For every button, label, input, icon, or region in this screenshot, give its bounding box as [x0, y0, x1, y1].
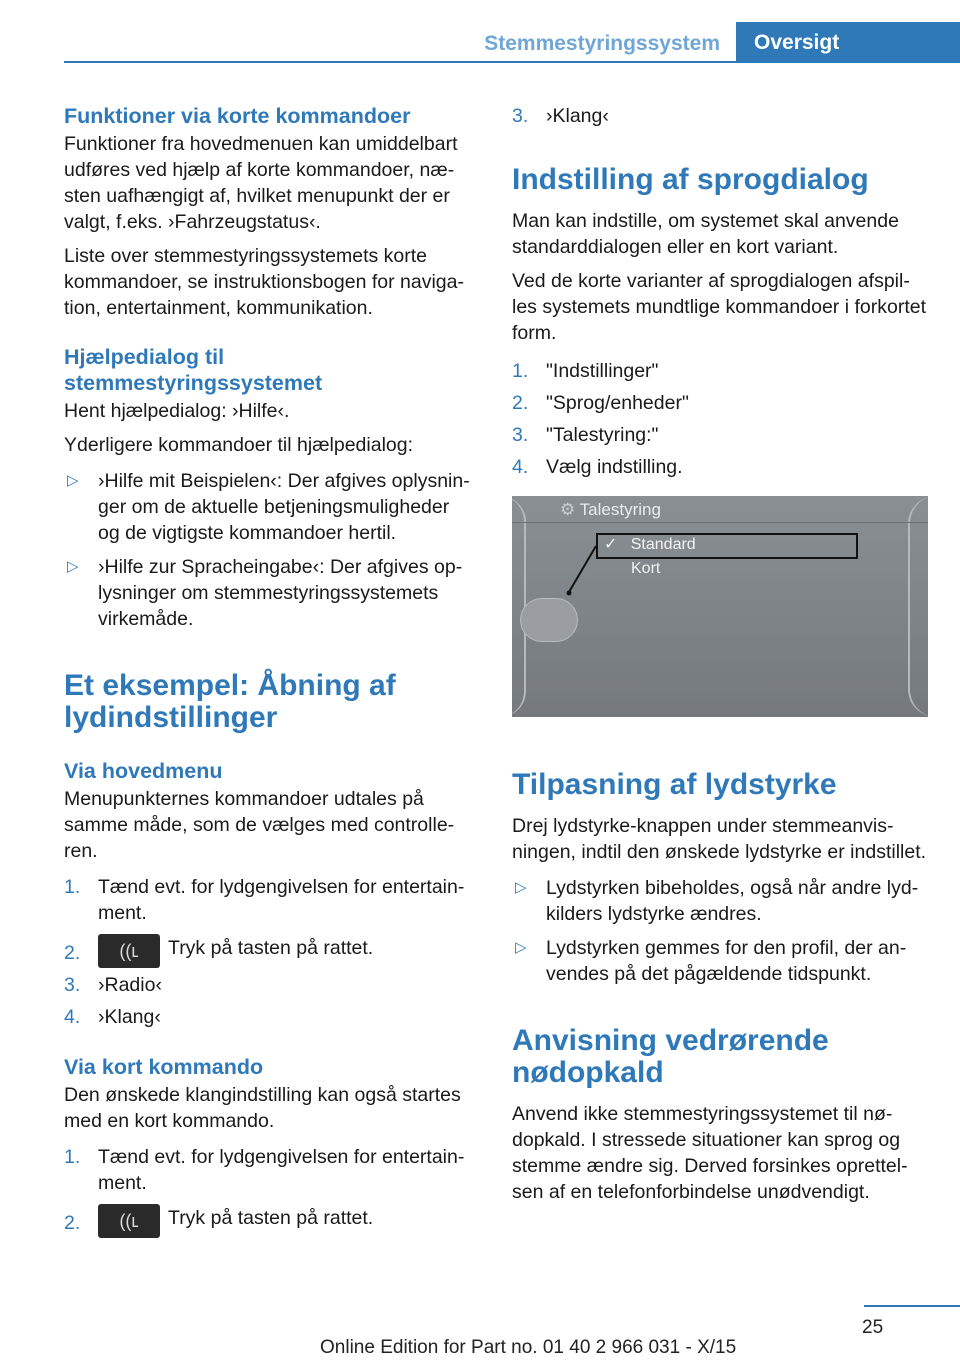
heading-korte-kommandoer: Funktioner via korte kommandoer — [64, 104, 411, 128]
triangle-bullet-icon: ▷ — [515, 879, 527, 896]
heading-eksempel: Et eksempel: Åbning af lydindstillinger — [64, 669, 396, 734]
list-item — [512, 935, 928, 987]
step-text: Tænd evt. for lydgengivelsen for entertainment. — [98, 1146, 465, 1194]
list-item — [64, 468, 476, 546]
step-number: 2. — [512, 392, 529, 414]
triangle-bullet-icon: ▷ — [67, 558, 79, 575]
bullet-list — [512, 875, 928, 987]
list-item — [64, 1144, 476, 1196]
list-item — [512, 422, 928, 448]
list-item — [64, 1004, 476, 1030]
step-number: 1. — [64, 876, 81, 898]
triangle-bullet-icon: ▷ — [515, 939, 527, 956]
step-number: 2. — [64, 942, 81, 964]
heading-lydstyrke: Tilpasning af lydstyrke — [512, 768, 837, 801]
step-number: 4. — [64, 1006, 81, 1028]
list-item — [512, 454, 928, 480]
bullet-list — [64, 468, 476, 632]
checkmark-icon: ✓ — [604, 536, 618, 553]
step-number: 4. — [512, 456, 529, 478]
right-column — [512, 103, 928, 1205]
step-text: "Sprog/enheder" — [546, 392, 689, 414]
list-item — [64, 554, 476, 632]
step-number: 3. — [64, 974, 81, 996]
heading-sprogdialog: Indstilling af sprogdialog — [512, 163, 869, 196]
step-text: "Indstillinger" — [546, 360, 659, 382]
page-number: 25 — [862, 1317, 884, 1338]
paragraph: Drej lydstyrke-knappen under stemmeanvisningen, indtil den ønskede lydstyrke er indstillet. — [512, 815, 927, 863]
screen-title-text: Talestyring — [579, 500, 661, 519]
step-text: Vælg indstilling. — [546, 456, 683, 478]
step-number: 1. — [64, 1146, 81, 1168]
paragraph: Den ønskede klangindstilling kan også startes med en kort kommando. — [64, 1084, 461, 1132]
list-item — [64, 934, 476, 968]
step-text: Tryk på tasten på rattet. — [168, 937, 374, 959]
step-text: Tænd evt. for lydgengivelsen for entertainment. — [98, 876, 465, 924]
footer-rule — [864, 1305, 960, 1307]
numbered-list — [512, 358, 928, 480]
paragraph: Yderligere kommandoer til hjælpedialog: — [64, 434, 414, 456]
paragraph: Hent hjælpedialog: ›Hilfe‹. — [64, 400, 290, 422]
settings-gear-icon: ⚙ — [560, 500, 576, 519]
numbered-list — [64, 874, 476, 1030]
running-header-section: Stemmestyringssystem — [484, 32, 720, 55]
edition-footer: Online Edition for Part no. 01 40 2 966 031 - X/15 — [320, 1337, 737, 1358]
idrive-screen-photo — [512, 496, 928, 717]
heading-noedopkald: Anvisning vedrørende nødopkald — [512, 1024, 829, 1089]
list-item — [512, 390, 928, 416]
list-item — [512, 103, 928, 129]
paragraph: Man kan indstille, om systemet skal anvende standarddialogen eller en kort variant. — [512, 210, 899, 258]
list-item-text: ›Hilfe zur Spracheingabe‹: Der afgives oplysninger om stemmestyringssystemets virkemåde. — [98, 556, 463, 630]
screen-pointer-line — [512, 496, 928, 717]
list-item — [64, 874, 476, 926]
voice-button-icon: ((ʟ — [98, 1204, 160, 1238]
heading-hjaelpedialog: Hjælpedialog til stemmestyringssystemet — [64, 345, 323, 395]
step-text: ›Radio‹ — [98, 974, 162, 996]
step-text: ›Klang‹ — [546, 105, 609, 127]
list-item — [64, 1204, 476, 1238]
running-header-tab: Oversigt — [736, 22, 960, 63]
paragraph: Ved de korte varianter af sprogdialogen afspilles systemets mundtlige kommandoer i forkortet form. — [512, 270, 926, 344]
screen-option-kort: Kort — [631, 560, 661, 577]
step-number: 1. — [512, 360, 529, 382]
triangle-bullet-icon: ▷ — [67, 472, 79, 489]
step-text: Tryk på tasten på rattet. — [168, 1207, 374, 1229]
paragraph: Funktioner fra hovedmenuen kan umiddelbart udføres ved hjælp af korte kommandoer, næsten uafhængigt af, hvilket menupunkt der er valgt, f.eks. ›Fahrzeugstatus‹. — [64, 133, 458, 233]
heading-via-hovedmenu: Via hovedmenu — [64, 759, 223, 783]
list-item — [512, 358, 928, 384]
paragraph: Liste over stemmestyringssystemets korte kommandoer, se instruktionsbogen for navigation, entertainment, kommunikation. — [64, 245, 464, 319]
heading-via-kort-kommando: Via kort kommando — [64, 1055, 264, 1079]
paragraph: Menupunkternes kommandoer udtales på samme måde, som de vælges med controlleren. — [64, 788, 455, 862]
left-column — [64, 103, 476, 1238]
voice-button-icon: ((ʟ — [98, 934, 160, 968]
header-rule — [64, 61, 960, 63]
step-number: 3. — [512, 105, 529, 127]
step-text: ›Klang‹ — [98, 1006, 161, 1028]
paragraph: Anvend ikke stemmestyringssystemet til nødopkald. I stressede situationer kan sprog og stemme ændre sig. Derved forsinkes oprettelsen af en telefonforbindelse unødvendigt. — [512, 1103, 908, 1203]
list-item — [64, 972, 476, 998]
numbered-list — [64, 1144, 476, 1238]
controller-knob-icon — [520, 598, 578, 642]
step-number: 3. — [512, 424, 529, 446]
screen-option-label: Standard — [630, 536, 696, 553]
step-text: "Talestyring:" — [546, 424, 659, 446]
list-item-text: Lydstyrken bibeholdes, også når andre lydkilders lydstyrke ændres. — [546, 877, 919, 925]
list-item — [512, 875, 928, 927]
list-item-text: Lydstyrken gemmes for den profil, der anvendes på det pågældende tidspunkt. — [546, 937, 907, 985]
list-item-text: ›Hilfe mit Beispielen‹: Der afgives oplysninger om de aktuelle betjeningsmuligheder og de vigtigste kommandoer hertil. — [98, 470, 470, 544]
step-number: 2. — [64, 1212, 81, 1234]
